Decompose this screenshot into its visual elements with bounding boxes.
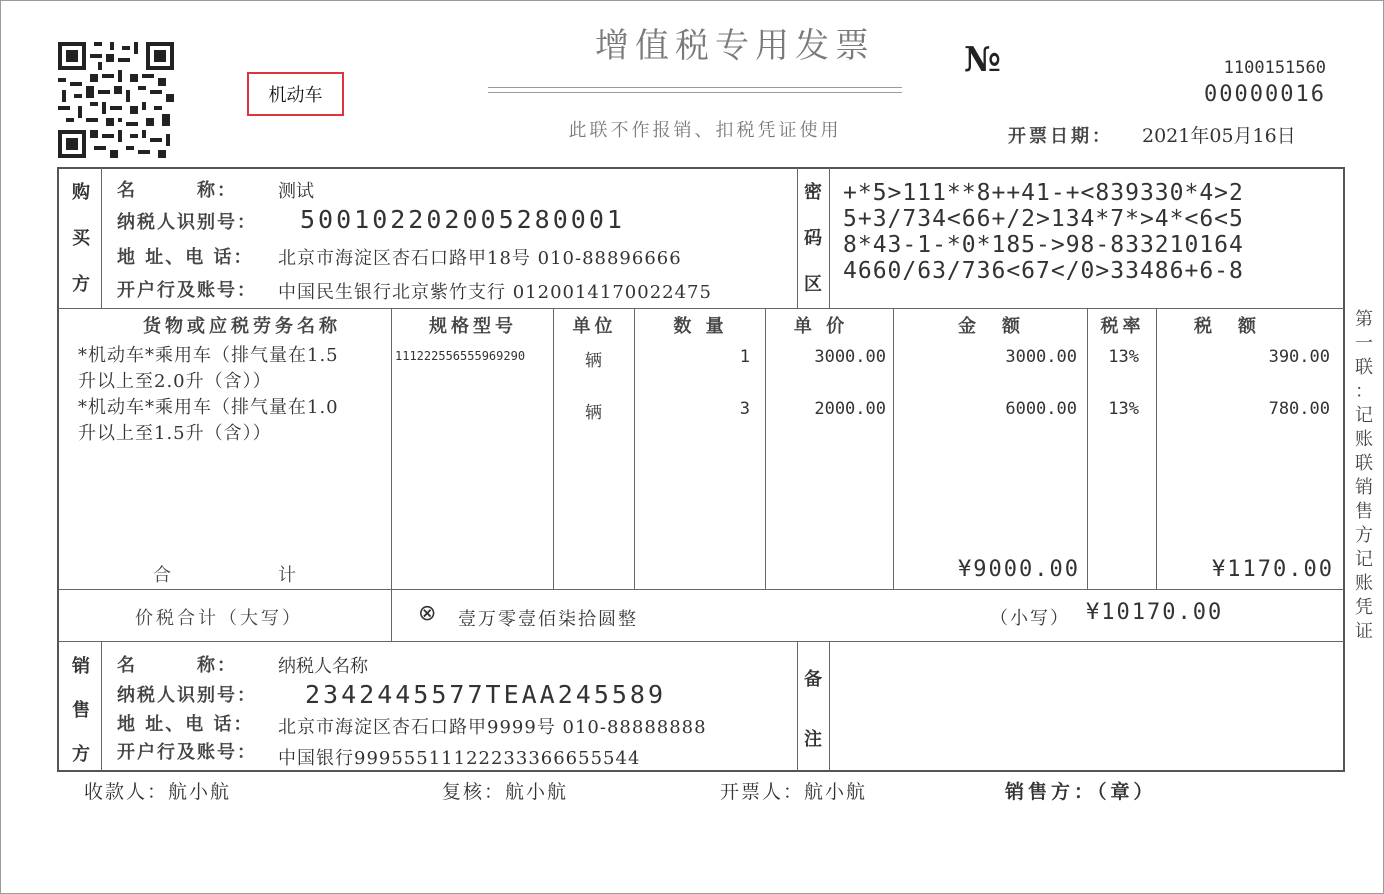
col-header-tax-rate: 税率 [1100,316,1145,337]
cipher-label-char: 区 [804,274,822,295]
strip-char: 售 [1355,501,1373,522]
strip-char: 账 [1355,573,1373,594]
cipher-label-char: 码 [804,228,822,249]
strip-char: 凭 [1355,597,1373,618]
title-underline-2 [488,92,902,93]
item-unit: 辆 [585,403,602,423]
cipher-block [843,180,1244,284]
divider-grand-total [58,641,1344,642]
col-divider-1 [391,308,392,641]
strip-char: 记 [1355,549,1373,570]
strip-char: ： [1355,381,1373,402]
item-tax: 780.00 [1268,399,1330,419]
remarks-section-label [793,665,833,751]
total-amount: ¥9000.00 [958,557,1080,582]
item-unit: 辆 [585,351,602,371]
col-divider-4 [765,308,766,589]
cipher-section-label [793,178,833,296]
item-name-line: 升以上至2.0升（含）） [78,371,272,392]
col-header-qty: 数 量 [673,316,728,337]
table-row-item-name [78,395,388,447]
strip-char: 一 [1355,333,1373,354]
seller-name: 纳税人名称 [278,656,368,677]
seller-name-label: 名 称： [117,655,237,676]
col-divider-3 [634,308,635,589]
strip-char: 联 [1355,357,1373,378]
footer-reviewer: 复核：航小航 [442,781,569,803]
seller-tax-id: 2342445577TEAA245589 [305,680,667,709]
seller-label-char: 售 [72,700,90,721]
item-tax-rate: 13% [1108,399,1139,419]
seller-bank-label: 开户行及账号： [117,742,257,763]
item-tax-rate: 13% [1108,347,1139,367]
crossed-circle-icon: ⊗ [418,601,437,626]
item-qty: 3 [739,399,750,419]
buyer-section-label [61,178,101,296]
buyer-label-divider [101,168,102,308]
title-underline [488,87,902,88]
buyer-name-label: 名 称： [117,180,237,201]
buyer-address-label: 地 址、电 话： [117,247,254,268]
remarks-label-char: 注 [804,729,822,750]
category-badge: 机动车 [247,72,344,116]
strip-char: 方 [1355,525,1373,546]
footer-seller-stamp: 销售方：（章） [1005,781,1157,803]
item-name-line: *机动车*乘用车（排气量在1.5 [78,345,339,366]
col-header-name: 货物或应税劳务名称 [143,316,341,337]
footer-issuer: 开票人：航小航 [720,781,868,803]
col-header-amount: 金 额 [958,316,1024,337]
strip-char: 销 [1355,477,1373,498]
col-header-unit: 单位 [572,316,617,337]
item-price: 3000.00 [814,347,886,367]
qr-code-icon [58,42,174,158]
strip-char: 账 [1355,429,1373,450]
item-price: 2000.00 [814,399,886,419]
strip-char: 证 [1355,621,1373,642]
buyer-label-char: 方 [72,274,90,295]
seller-address-label: 地 址、电 话： [117,714,254,735]
buyer-bank-label: 开户行及账号： [117,280,257,301]
grand-total-small-label: （小写） [990,608,1070,629]
table-row-item-name [78,343,388,395]
seller-taxid-label: 纳税人识别号： [117,685,257,706]
item-qty: 1 [739,347,750,367]
seller-bank: 中国银行9995551112223336665554​4 [278,748,641,769]
seller-label-divider [101,641,102,771]
date-label: 开票日期： [1008,126,1113,147]
col-divider-6 [1087,308,1088,589]
divider-total [58,589,1344,590]
strip-char: 记 [1355,405,1373,426]
cipher-line: 8*43-1-*0*185->98-833210164 [843,232,1244,258]
buyer-bank: 中国民生银行北京紫竹支行 0120014170022475 [278,282,712,303]
cipher-label-char: 密 [804,182,822,203]
number-sign: № [964,40,1001,80]
col-header-spec: 规格型号 [429,316,517,337]
invoice-subtitle: 此联不作报销、扣税凭证使用 [568,120,842,141]
buyer-address: 北京市海淀区杏石口路甲18号 010-88896666 [278,248,682,269]
invoice-code: 1100151560 [1223,58,1326,78]
cipher-line: 4660/63/736<67</0>33486+6-8 [843,258,1244,284]
cipher-line: +*5>111**8++41-+<839330*4>2 [843,180,1244,206]
item-amount: 6000.00 [1005,399,1077,419]
buyer-label-char: 购 [72,182,90,203]
strip-char: 联 [1355,453,1373,474]
footer-payee: 收款人：航小航 [84,781,232,803]
buyer-taxid-label: 纳税人识别号： [117,212,257,233]
copy-label-strip [1350,308,1378,644]
seller-section-label [61,652,101,766]
strip-char: 第 [1355,309,1373,330]
total-label-a: 合 [153,565,175,586]
seller-label-char: 销 [72,656,90,677]
grand-total-uppercase: 壹万零壹佰柒拾圆整 [458,609,638,630]
item-spec: 111222556555969290 [395,349,526,363]
grand-total-label: 价税合计（大写） [135,608,303,629]
col-divider-2 [553,308,554,589]
invoice-title: 增值税专用发票 [595,26,875,66]
col-header-tax: 税 额 [1194,316,1260,337]
col-divider-7 [1156,308,1157,589]
col-header-price: 单 价 [793,316,849,337]
item-name-line: *机动车*乘用车（排气量在1.0 [78,397,339,418]
seller-address: 北京市海淀区杏石口路甲9999号 010-88888888 [278,717,707,738]
buyer-name: 测试 [278,181,314,202]
item-name-line: 升以上至1.5升（含）） [78,423,272,444]
col-divider-5 [893,308,894,589]
cipher-line: 5+3/734<66+/2>134*7*>4*<6<5 [843,206,1244,232]
total-tax: ¥1170.00 [1212,557,1334,582]
grand-total-small-value: ¥10170.00 [1086,600,1224,625]
remarks-label-char: 备 [804,669,822,690]
buyer-label-char: 买 [72,228,90,249]
item-amount: 3000.00 [1005,347,1077,367]
total-label-b: 计 [278,565,300,586]
buyer-tax-id: 500102202005280001 [300,205,625,234]
seller-label-char: 方 [72,744,90,765]
invoice-number: 00000016 [1204,82,1326,107]
issue-date: 2021年05月16日 [1142,125,1296,147]
item-tax: 390.00 [1268,347,1330,367]
divider-buyer [58,308,1344,309]
